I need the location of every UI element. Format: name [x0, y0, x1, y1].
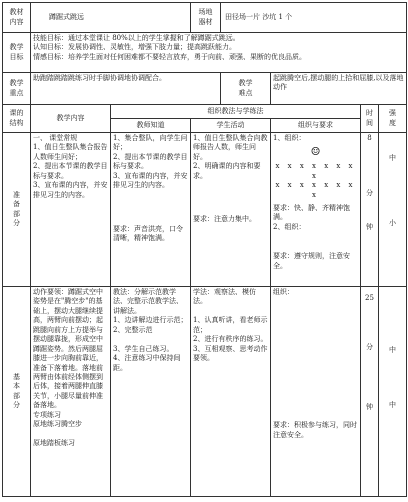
basic-intensity — [379, 287, 407, 497]
prep-teacher-req: 要求：声音洪亮，口令清晰，精神饱满。 — [113, 224, 183, 243]
basic-intensity-2: 中 — [389, 401, 397, 410]
textbook-value: 蹲踞式跳远 — [31, 3, 191, 33]
goal-cognitive: 认知目标：发展协调性、灵敏性，增强下肢力量；提高跳跃能力。 — [33, 43, 236, 52]
prep-teacher — [111, 133, 191, 287]
prep-student — [191, 133, 271, 287]
prep-org-title: 1、组织： — [273, 134, 306, 142]
prep-intensity-1: 中 — [389, 154, 397, 162]
col-content: 教学内容 — [31, 105, 111, 133]
teacher-smiley-icon: ☺ — [310, 145, 321, 159]
prep-row — [3, 133, 407, 287]
col-org-method: 组织教法与学练法 — [111, 105, 361, 119]
col-student: 学生活动 — [191, 119, 271, 133]
prep-time — [361, 133, 379, 287]
col-requirements: 组织与要求 — [271, 119, 361, 133]
venue-label: 场地 器材 — [191, 3, 221, 33]
column-header-row-1 — [3, 105, 407, 119]
prep-time-value: 8 — [367, 134, 372, 142]
basic-time — [361, 287, 379, 497]
basic-time-unit-1: 分 — [366, 343, 373, 352]
basic-time-value: 25 — [365, 294, 374, 302]
goals-content — [31, 33, 407, 73]
student-formation-row-2: x x x x x x x x — [275, 181, 356, 199]
prep-org-detail: 要求：快、静、齐精神饱满。 2、组织： — [273, 204, 350, 231]
basic-row — [3, 287, 407, 497]
goals-row — [3, 33, 407, 73]
basic-student: 学法：观察法、模仿法。 1、认真听讲，看老师示范； 2、进行有秩序的练习。 3、互相观察、思考动作要领。 — [191, 287, 271, 497]
goals-label: 教学 目标 — [3, 33, 31, 73]
basic-intensity-1: 中 — [389, 346, 397, 354]
difficulty-label: 教学 难点 — [221, 73, 271, 105]
lesson-plan-table — [2, 2, 407, 497]
venue-value: 田径场一片 沙坑 1 个 — [221, 3, 407, 33]
basic-time-unit-2: 钟 — [366, 402, 373, 411]
basic-org-title: 组织： — [273, 288, 294, 296]
col-teacher: 教师知道 — [111, 119, 191, 133]
difficulty-value: 起跳腾空后,摆动腿的上拾和屈膝,以及落地动作 — [271, 73, 407, 105]
basic-teacher: 教法：分解示范教学法、完整示范教学法、讲解法。 1、边讲解边进行示范； 2、完整示范 3、学生自己练习。 4、注意练习中保持间距。 — [111, 287, 191, 497]
prep-student-steps: 1、值日生整队集合向教师报告人数，师生问好。 2、明确课的内容和要求。 — [193, 134, 268, 180]
prep-intensity — [379, 133, 407, 287]
prep-time-unit-1: 分 — [366, 189, 373, 198]
prep-time-unit-2: 钟 — [366, 222, 373, 231]
col-structure: 课的 结构 — [3, 105, 31, 133]
basic-content: 动作要领：蹲踞式空中姿势是在"腾空步"的基础上，摆动大腿继续提高，两臂向前摆动；起跳腿向前方上方提举与摆动腿靠拢，形成空中蹲踞姿势。然后两腿屈膝进一步向胸前靠近，准备下落着地。落地前两臂由体前经体侧摆到后体，接着两腿伸直膝关节，小腿尽量前伸准备落地。 专项练习 原地练习腾空步 原地踏板练习 — [31, 287, 111, 497]
prep-org — [271, 133, 361, 287]
focus-label: 教学 重点 — [3, 73, 31, 105]
textbook-label: 教材 内容 — [3, 3, 31, 33]
prep-content: 一、 课堂常规 1、值日生整队集合报告人数师生问好； 2、提出本节课的教学目标与要求。 3、宣布课的内容，并安排见习生的内容。 — [31, 133, 111, 287]
focus-row — [3, 73, 407, 105]
prep-student-req: 要求：注意力集中。 — [193, 215, 256, 224]
focus-value: 助跑踏跳踏跳练习时手脚协调地协调配合。 — [31, 73, 221, 105]
col-time: 时 间 — [361, 105, 379, 133]
lesson-plan-sheet — [2, 2, 406, 498]
goal-skill: 技能目标：通过本堂课让 80%以上的学生掌握和了解蹲踞式跳远。 — [33, 34, 240, 42]
prep-org-req: 要求：遵守规则，注意安全。 — [273, 252, 350, 270]
goal-emotional: 情感目标：培养学生面对任何困难都不要轻言放弃，勇于向前、顽强、果断的优良品质。 — [33, 52, 306, 61]
header-row — [3, 3, 407, 33]
basic-label: 基 本 部 分 — [3, 287, 31, 497]
prep-intensity-2: 小 — [389, 219, 397, 228]
basic-org — [271, 287, 361, 497]
student-formation-row-1: x x x x x x x x — [275, 162, 356, 180]
basic-org-req: 要求：积极参与练习，同时注意安全。 — [273, 421, 357, 439]
prep-label: 准 备 部 分 — [3, 133, 31, 287]
col-intensity: 强 度 — [379, 105, 407, 133]
prep-teacher-steps: 1、集合整队，向学生问好； 2、提出本节课的教学目标与要求。 3、宣布课的内容，并安排见习生的内容。 — [113, 134, 188, 190]
